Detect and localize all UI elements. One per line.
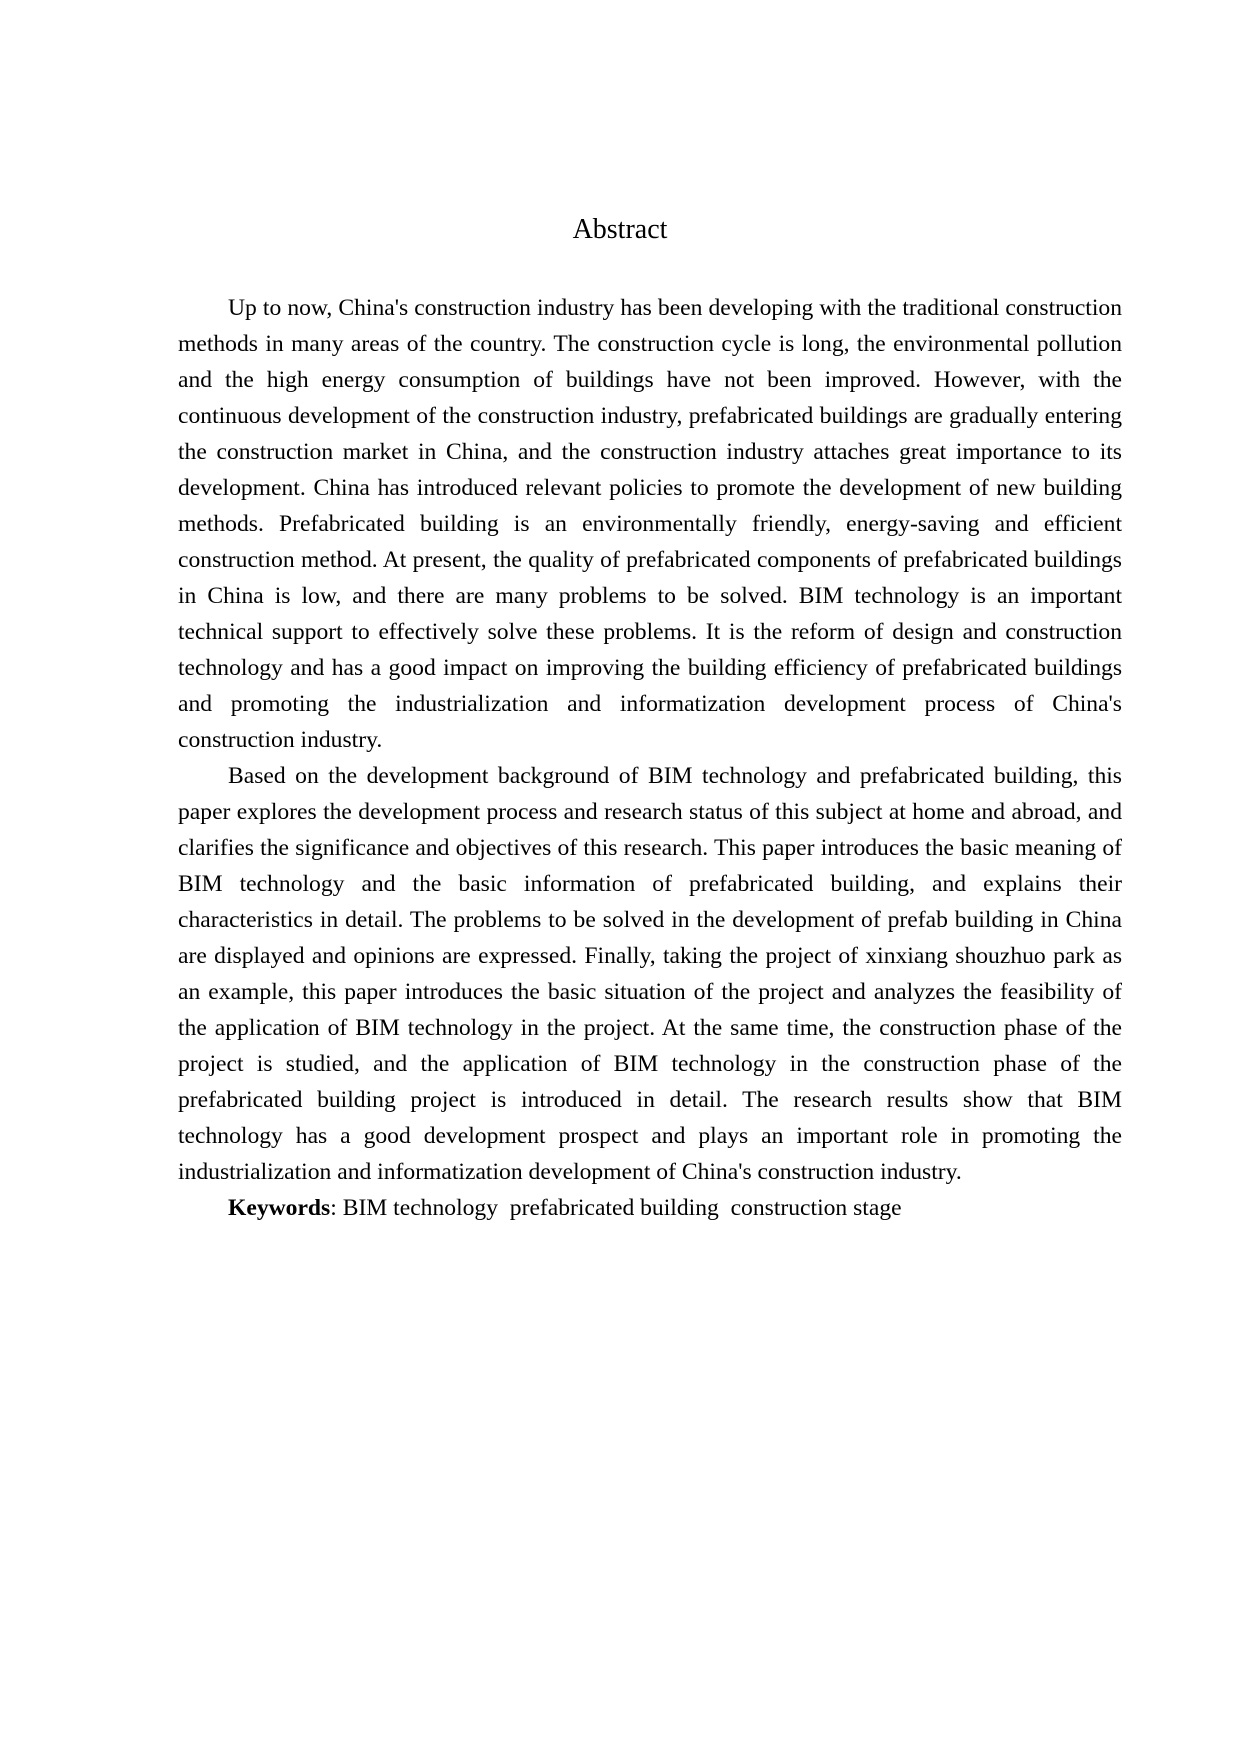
abstract-paragraph-1: Up to now, China's construction industry has been developing with the traditional construction methods in many areas of the country. The construction cycle is long, the environmental pollution and the high energy consumption of buildings have not been improved. However, with the continuous development of the construction industry, prefabricated buildings are gradually entering the construction market in China, and the construction industry attaches great importance to its development. China has introduced relevant policies to promote the development of new building methods. Prefabricated building is an environmentally friendly, energy-saving and efficient construction method. At present, the quality of prefabricated components of prefabricated buildings in China is low, and there are many problems to be solved. BIM technology is an important technical support to effectively solve these problems. It is the reform of design and construction technology and has a good impact on improving the building efficiency of prefabricated buildings and promoting the industrialization and informatization development process of China's construction industry. <box>178 295 1122 753</box>
abstract-body <box>178 290 1122 1226</box>
keywords-line <box>178 1190 1122 1226</box>
keywords-separator: : <box>330 1195 343 1221</box>
keywords-label: Keywords <box>228 1195 331 1221</box>
keywords-value: BIM technology prefabricated building construction stage <box>342 1195 902 1221</box>
abstract-title: Abstract <box>572 214 668 245</box>
abstract-paragraph-2: Based on the development background of BIM technology and prefabricated building, this paper explores the development process and research status of this subject at home and abroad, and clarifies the significance and objectives of this research. This paper introduces the basic meaning of BIM technology and the basic information of prefabricated building, and explains their characteristics in detail. The problems to be solved in the development of prefab building in China are displayed and opinions are expressed. Finally, taking the project of xinxiang shouzhuo park as an example, this paper introduces the basic situation of the project and analyzes the feasibility of the application of BIM technology in the project. At the same time, the construction phase of the project is studied, and the application of BIM technology in the construction phase of the prefabricated building project is introduced in detail. The research results show that BIM technology has a good development prospect and plays an important role in promoting the industrialization and informatization development of China's construction industry. <box>178 763 1122 1185</box>
